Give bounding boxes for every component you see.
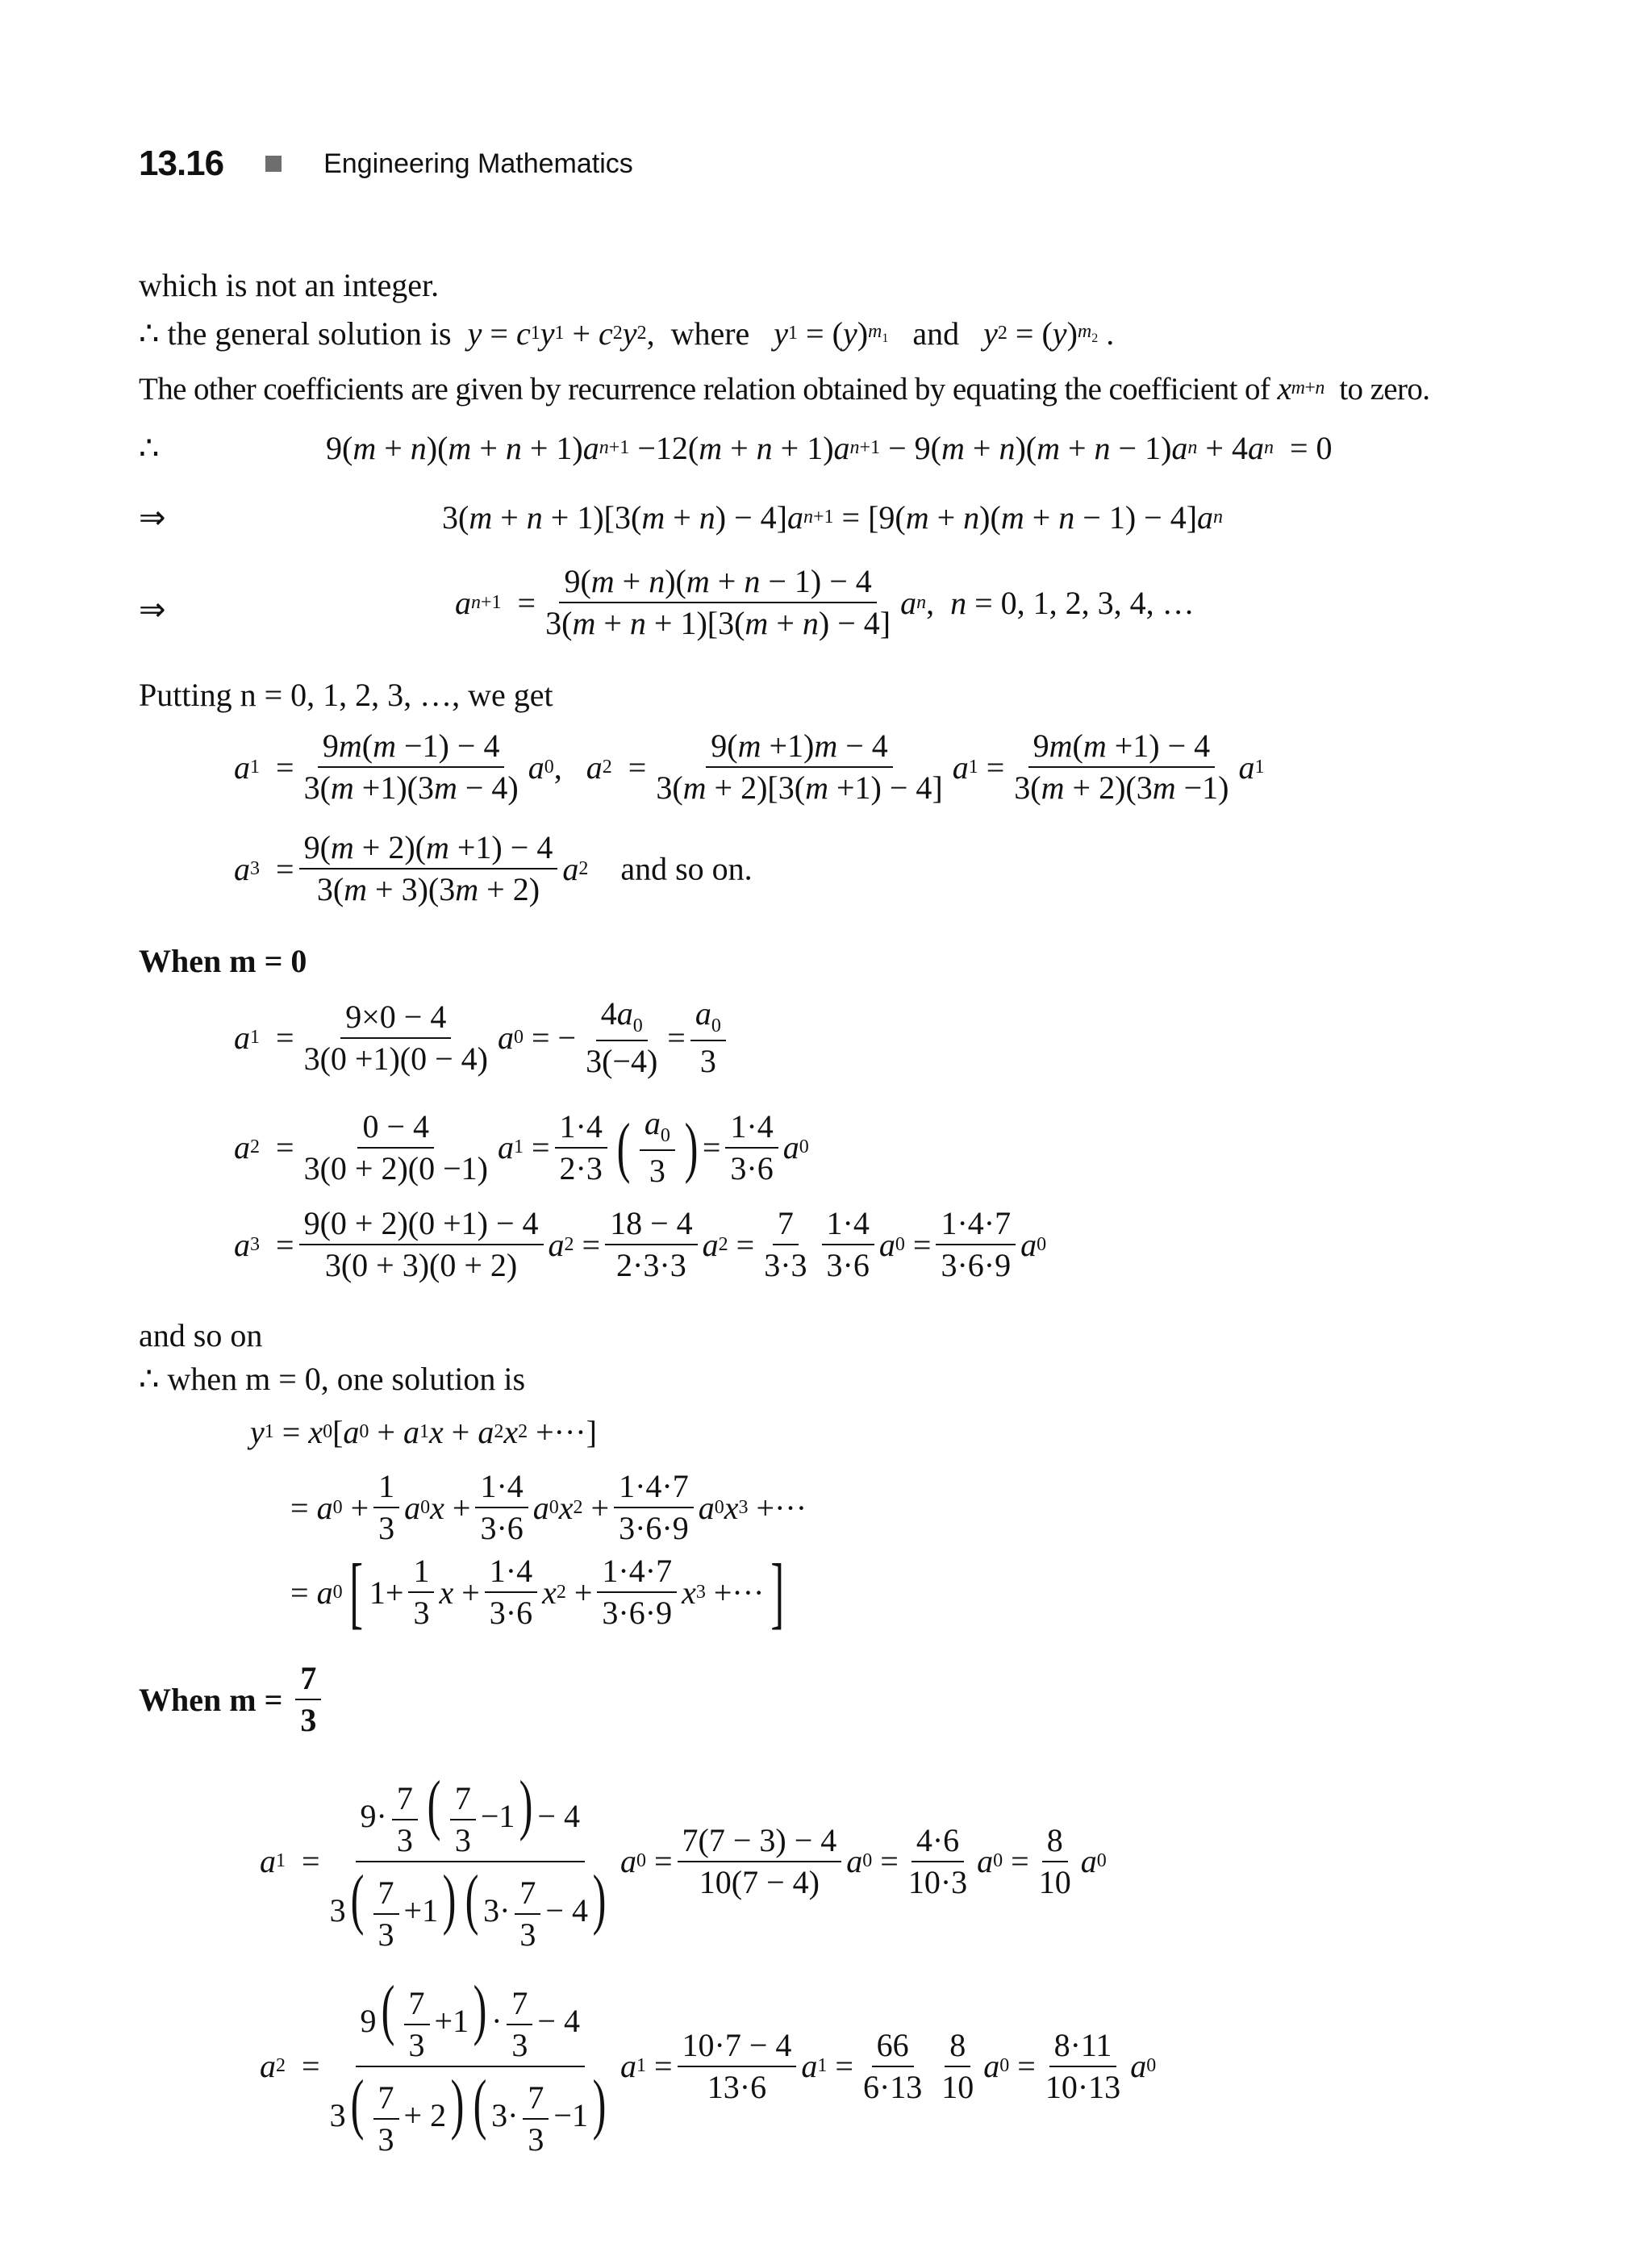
header-square-icon [265,156,282,172]
equation-a1-m73: a 1 = 9· $\frac{7}{3}$ ( $\frac{7}{3}$ −1) − 4 3( $\frac{7}{3}$ +1) ( 3· $\frac{7}{3}$ − 4) a 0 = $\frac{7(7 - 3) - 4}{10(7 - 4)}$ a 0 = $\frac{4\cdot 6}{10\cdot 3}$ a 0 = $\frac{8}{10}$ a 0 [260,1767,1107,1953]
equation: x m+n [1277,370,1325,407]
equation-y1-factored: = a 0 [ 1+ $\frac{1}{3}$ x + $\frac{1\cdot 4}{3\cdot 6}$ x 2 + $\frac{1\cdot 4\cdot 7}{3\cdot 6\cdot 9}$ x 3 +··· ] [290,1547,785,1637]
equation-a3-m0: a 3 = $\frac{9(0 + 2)(0 +1) - 4}{3(0 + 3)(0 + 2)}$ a 2 = $\frac{18 - 4}{2\cdot 3\cdot 3}$ a 2 = $\frac{7}{3\cdot 3}$ $\frac{1\cdot 4}{3\cdot 6}$ a 0 = $\frac{1\cdot 4\cdot 7}{3\cdot 6\cdot 9}$ a 0 [234,1205,1047,1283]
text-fragment: The other coefficients are given by recurrence relation obtained by equating the coefficient of [139,372,1270,407]
text-fragment: and [912,315,960,352]
text-fragment: ∴ the general solution is [139,315,452,352]
equation: y 1 = ( y ) $m_1$ [774,315,889,352]
text-line: Putting n = 0, 1, 2, 3, …, we get [139,677,553,713]
equation: y 2 = ( y ) $m_2$ . [983,315,1115,352]
text-fragment: to zero. [1339,372,1430,407]
equation-a2-m73: a 2 = 9( $\frac{7}{3}$ +1) · $\frac{7}{3}$ − 4 3( $\frac{7}{3}$ + 2) ( 3· $\frac{7}{3}$ −1) a 1 = $\frac{10\cdot 7 - 4}{13\cdot 6}$ a 1 = $\frac{66}{6\cdot 13}$ $\frac{8}{10}$ a 0 = $\frac{8\cdot 11}{10\cdot 13}$ a 0 [260,1972,1157,2158]
equation-a1-a2-general: a 1 = $\frac{9m(m -1) - 4}{3(m +1)(3m - 4)}$ a 0 , a 2 = $\frac{9(m +1)m - 4}{3(m + 2)[3(m +1) - 4]}$ a 1 = $\frac{9m(m +1) - 4}{3(m + 2)(3m -1)}$ a 1 [234,728,1265,806]
general-solution-line [139,315,1114,352]
equation-a3-general: a 3 = $\frac{9(m + 2)(m +1) - 4}{3(m + 3)(3m + 2)}$ a 2 and so on. [234,829,753,907]
equation-recurrence: 9( m + n )( m + n + 1) a n+1 −12( m + n + 1) a n+1 − 9( m + n )( m + n − 1) a n + 4 a n = 0 [326,430,1333,466]
equation-recurrence-2: 3( m + n + 1)[3( m + n ) − 4] a n+1 = [9( m + n )( m + n − 1) − 4] a n [442,499,1224,536]
implies-symbol: ⇒ [139,499,166,536]
page-number: 13.16 [139,144,224,183]
recurrence-intro-line [139,369,1429,407]
equation-recurrence-3: a n+1 = $\frac{9(m + n)(m + n - 1) - 4}{3(m + n + 1)[3(m + n) - 4]}$ a n , n = 0, 1, 2, 3, 4, … [455,563,1195,641]
therefore-symbol: ∴ [139,430,160,466]
equation-y1-expanded: = a 0 + $\frac{1}{3}$ a 0 x + $\frac{1\cdot 4}{3\cdot 6}$ a 0 x 2 + $\frac{1\cdot 4\cdot 7}{3\cdot 6\cdot 9}$ a 0 x 3 +··· [290,1468,807,1546]
page-header [139,144,633,184]
implies-symbol: ⇒ [139,591,166,628]
text-fragment: When m = [139,1681,283,1718]
text-line: which is not an integer. [139,267,440,303]
section-heading-m73: When m = $\frac{7}{3}$ [139,1662,326,1737]
equation-a1-m0: a 1 = $\frac{9\times 0 - 4}{3(0 +1)(0 - 4)}$ a 0 = − $\frac{4a_0}{3(-4)}$ = $\frac{a_0}{3}$ [234,997,731,1078]
text-line: and so on [139,1317,263,1353]
book-title: Engineering Mathematics [323,148,633,179]
equation: y = c 1 y 1 + c 2 y 2 , [467,315,663,352]
text-fragment: and so on. [620,850,753,887]
equation-a2-m0: a 2 = $\frac{0 - 4}{3(0 + 2)(0 -1)}$ a 1 = $\frac{1\cdot 4}{2\cdot 3}$ ( $\frac{a_0}{3}$ ) = $\frac{1\cdot 4}{3\cdot 6}$ a 0 [234,1105,809,1190]
text-fragment: where [670,315,750,352]
text-line: ∴ when m = 0, one solution is [139,1361,526,1397]
section-heading-m0: When m = 0 [139,943,307,979]
equation-y1-series: y 1 = x 0 [ a 0 + a 1 x + a 2 x 2 +···] [250,1414,597,1450]
